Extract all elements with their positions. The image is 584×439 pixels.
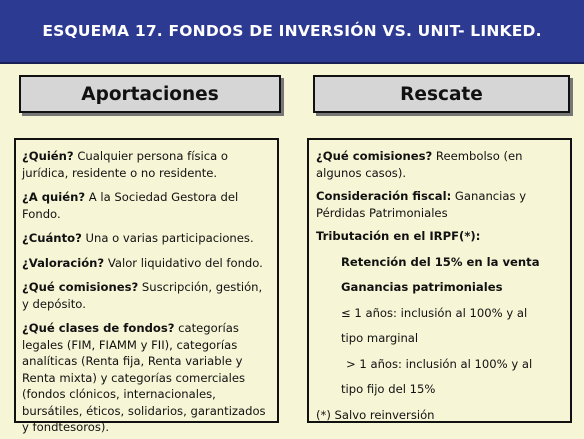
- list-item: [22, 320, 267, 436]
- question-label: ¿Quién?: [22, 149, 74, 163]
- title-banner: [0, 0, 584, 64]
- list-item: [22, 148, 267, 181]
- irpf-heading: Tributación en el IRPF(*):: [316, 229, 481, 243]
- retencion-line: Retención del 15% en la venta: [341, 254, 540, 269]
- question-label: ¿Valoración?: [22, 255, 105, 270]
- aportaciones-heading: Aportaciones: [19, 75, 281, 113]
- footnote: (*) Salvo reinversión: [316, 407, 435, 422]
- list-item: [22, 279, 267, 312]
- list-item: [22, 230, 267, 247]
- question-label: ¿Cuánto?: [22, 231, 82, 245]
- gt1-line: > 1 años: inclusión al 100% y al: [346, 356, 533, 371]
- question-label: ¿Qué comisiones?: [22, 280, 139, 294]
- commissions-label: ¿Qué comisiones?: [316, 149, 433, 163]
- fiscal-text: Ganancias y Pérdidas Patrimoniales: [316, 189, 527, 220]
- list-item: [22, 255, 267, 272]
- rescate-panel: [307, 138, 572, 423]
- list-item: [22, 189, 267, 222]
- ganancias-line: Ganancias patrimoniales: [341, 280, 503, 294]
- question-label: ¿Qué clases de fondos?: [22, 321, 175, 335]
- answer-text: Suscripción, gestión, y depósito.: [22, 280, 263, 311]
- le1-line-cont: tipo marginal: [341, 331, 419, 345]
- le1-line: ≤ 1 años: inclusión al 100% y al: [341, 305, 528, 320]
- fiscal-item: [316, 188, 562, 221]
- fiscal-label: Consideración fiscal:: [316, 189, 452, 203]
- answer-text: Valor liquidativo del fondo.: [104, 255, 263, 270]
- answer-text: categorías legales (FIM, FIAMM y FII), categorías analíticas (Renta fija, Renta variable y Renta mixta) y categorías comerciales (fondos clónicos, internacionales, bursátiles, éticos, solidarios, garantizados y fondtesoros).: [22, 321, 266, 434]
- answer-text: Cualquier persona física o jurídica, residente o no residente.: [22, 149, 228, 180]
- gt1-line-cont: tipo fijo del 15%: [341, 382, 436, 396]
- answer-text: A la Sociedad Gestora del Fondo.: [22, 190, 239, 221]
- commissions-text: Reembolso (en algunos casos).: [316, 149, 523, 180]
- aportaciones-panel: [14, 138, 279, 434]
- commissions-item: [316, 148, 562, 181]
- question-label: ¿A quién?: [22, 190, 86, 204]
- page-title: ESQUEMA 17. FONDOS DE INVERSIÓN VS. UNIT- LINKED.: [42, 22, 542, 40]
- rescate-heading: Rescate: [313, 75, 570, 113]
- answer-text: Una o varias participaciones.: [81, 231, 254, 245]
